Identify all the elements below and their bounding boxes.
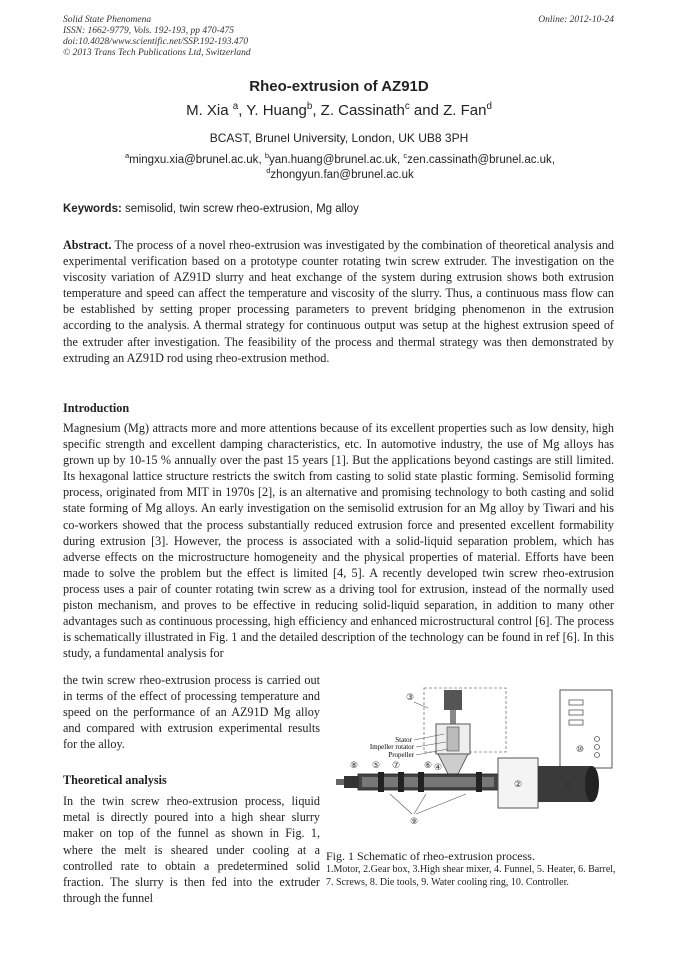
label-impeller: Impeller rotator xyxy=(369,743,414,751)
num-3: ③ xyxy=(405,693,415,703)
num-10: ⑩ xyxy=(575,745,585,755)
journal-header xyxy=(63,15,251,59)
email-link[interactable]: zhongyun.fan@brunel.ac.uk xyxy=(270,169,414,181)
email-sup: a xyxy=(124,151,130,161)
introduction-text: Magnesium (Mg) attracts more and more attentions because of its excellent properties such as low density, high specific strength and excellent damping characteristics, etc. In automotive industry, the use of Mg alloys has grown up by 10-15 % annually over the past 15 years [1]. But the applications beyond castings are still limited. Its hexagonal lattice structure restricts the switch from casting to solid state plastic forming. Semisolid forming process, originated from MIT in 1970s [2], is an alternative and promising technology to both casting and solid state forming of Mg alloys. An early investigation on the semisolid extrusion for an Mg alloy by Tiwari and his co-workers showed that the process substantially reduced extrusion force and presented excellent formability during extrusion [3]. However, the process is associated with a solid-liquid separation problem, which has adverse effects on the microstructure homogeneity and the physical properties of material. Efforts have been made to solve the problem but the effect is limited [4, 5]. A recently developed twin screw rheo-extrusion process uses a pair of counter rotating twin screw as a driving tool for extrusion, instead of the normally used piston mechanism, and proves to be effective in reducing solid-liquid separation, in addition to many other advantages such as continuous processing, high efficiency and enhanced microstructural control [6]. The process is schematically illustrated in Fig. 1 and the detailed description of the technology can be found in ref [6]. In this study, a fundamental analysis for xyxy=(63,421,614,661)
keywords-label: Keywords: xyxy=(63,203,122,215)
author-sup: b xyxy=(306,101,313,112)
num-2: ② xyxy=(513,780,523,790)
num-6: ⑥ xyxy=(423,761,433,771)
num-5: ⑤ xyxy=(371,761,381,771)
funnel xyxy=(438,754,468,774)
doi-line: doi:10.4028/www.scientific.net/SSP.192-193.470 xyxy=(63,37,249,47)
caption-text: 1.Motor, 2.Gear box, 3.High shear mixer, 4. Funnel, 5. Heater, 6. Barrel, 7. Screws, 8. Die tools, 9. Water cooling ring, 10. Controller. xyxy=(326,864,616,888)
keywords-text: semisolid, twin screw rheo-extrusion, Mg alloy xyxy=(125,203,359,215)
author-name: Z. Fan xyxy=(443,102,487,119)
issn-line: ISSN: 1662-9779, Vols. 192-193, pp 470-475 xyxy=(63,26,234,36)
email-sup: b xyxy=(264,151,269,161)
abstract xyxy=(63,237,614,366)
num-4: ④ xyxy=(433,763,443,773)
author-sup: a xyxy=(232,101,239,112)
mixer-motor xyxy=(444,690,462,710)
num-9: ⑨ xyxy=(409,817,419,827)
email-sup: c xyxy=(403,151,408,161)
email-block: $^a$mingxu.xia@brunel.ac.uk, $^b$yan.huang@brunel.ac.uk, $^c$zen.cassinath@brunel.ac.uk, $^d$zhongyun.fan@brunel.ac.uk xyxy=(124,151,556,181)
journal-name: Solid State Phenomena xyxy=(63,15,152,25)
caption-title: Fig. 1 Schematic of rheo-extrusion process. xyxy=(326,849,535,863)
email-link[interactable]: mingxu.xia@brunel.ac.uk xyxy=(129,154,259,166)
paper-title: Rheo-extrusion of AZ91D xyxy=(249,78,429,95)
author-name: Z. Cassinath xyxy=(320,102,405,119)
author-sup: c xyxy=(404,101,410,112)
abstract-label: Abstract. xyxy=(63,238,112,252)
affiliation: BCAST, Brunel University, London, UK UB8 3PH xyxy=(209,131,469,145)
theory-text: In the twin screw rheo-extrusion process, liquid metal is directly poured into a high shear slurry maker on top of the funnel as shown in Fig. 1, where the melt is sheared under cooling at a controlled rate to obtain a predetermined solid fraction. The slurry is then fed into the extruder through the funnel xyxy=(63,794,320,906)
introduction-text-continued: the twin screw rheo-extrusion process is carried out in terms of the effect of processing temperature and speed on the performance of an AZ91D Mg alloy and compared with extrusion experimental results for the alloy. xyxy=(63,673,320,752)
online-date: Online: 2012-10-24 xyxy=(538,15,614,25)
keywords xyxy=(63,203,359,215)
label-propeller: Propeller xyxy=(388,751,414,759)
abstract-text: The process of a novel rheo-extrusion was investigated by the combination of theoretical analysis and experimental verification based on a prototype counter rotating twin screw extruder. The investigation on the viscosity variation of AZ91D slurry and heat exchange of the system during extrusion shows both extrusion temperature and speed can affect the temperature and viscosity of the slurry. Thus, a continuous mass flow can be established by setting proper processing parameters to prevent bridging phenomenon in the extrusion according to the analysis. A thermal strategy for continuous output was setup at the highest extrusion speed of the extruder after investigation. The feasibility of the process and thermal strategy was then demonstrated by extruding an AZ91D rod using rheo-extrusion method. xyxy=(63,238,615,365)
copyright-line: © 2013 Trans Tech Publications Ltd, Switzerland xyxy=(63,48,251,58)
author-line: M. Xia $^a$, Y. Huang$^b$, Z. Cassinath$^c$ and Z. Fan$^d$ xyxy=(186,101,492,119)
email-link[interactable]: yan.huang@brunel.ac.uk xyxy=(268,154,398,166)
section-heading-introduction: Introduction xyxy=(63,401,130,415)
num-7: ⑦ xyxy=(391,761,401,771)
die-tool xyxy=(344,776,358,788)
figure-1-caption xyxy=(326,849,616,889)
figure-1-schematic xyxy=(326,682,616,848)
author-sup: d xyxy=(486,101,492,112)
label-stator: Stator xyxy=(395,736,412,744)
author-name: Y. Huang xyxy=(246,102,307,119)
email-link[interactable]: zen.cassinath@brunel.ac.uk xyxy=(407,154,552,166)
num-1: ① xyxy=(563,782,573,792)
author-name: M. Xia xyxy=(186,102,229,119)
controller-box xyxy=(560,690,612,768)
num-8: ⑧ xyxy=(349,761,359,771)
email-sup: d xyxy=(266,166,271,176)
section-heading-theory: Theoretical analysis xyxy=(63,773,167,787)
